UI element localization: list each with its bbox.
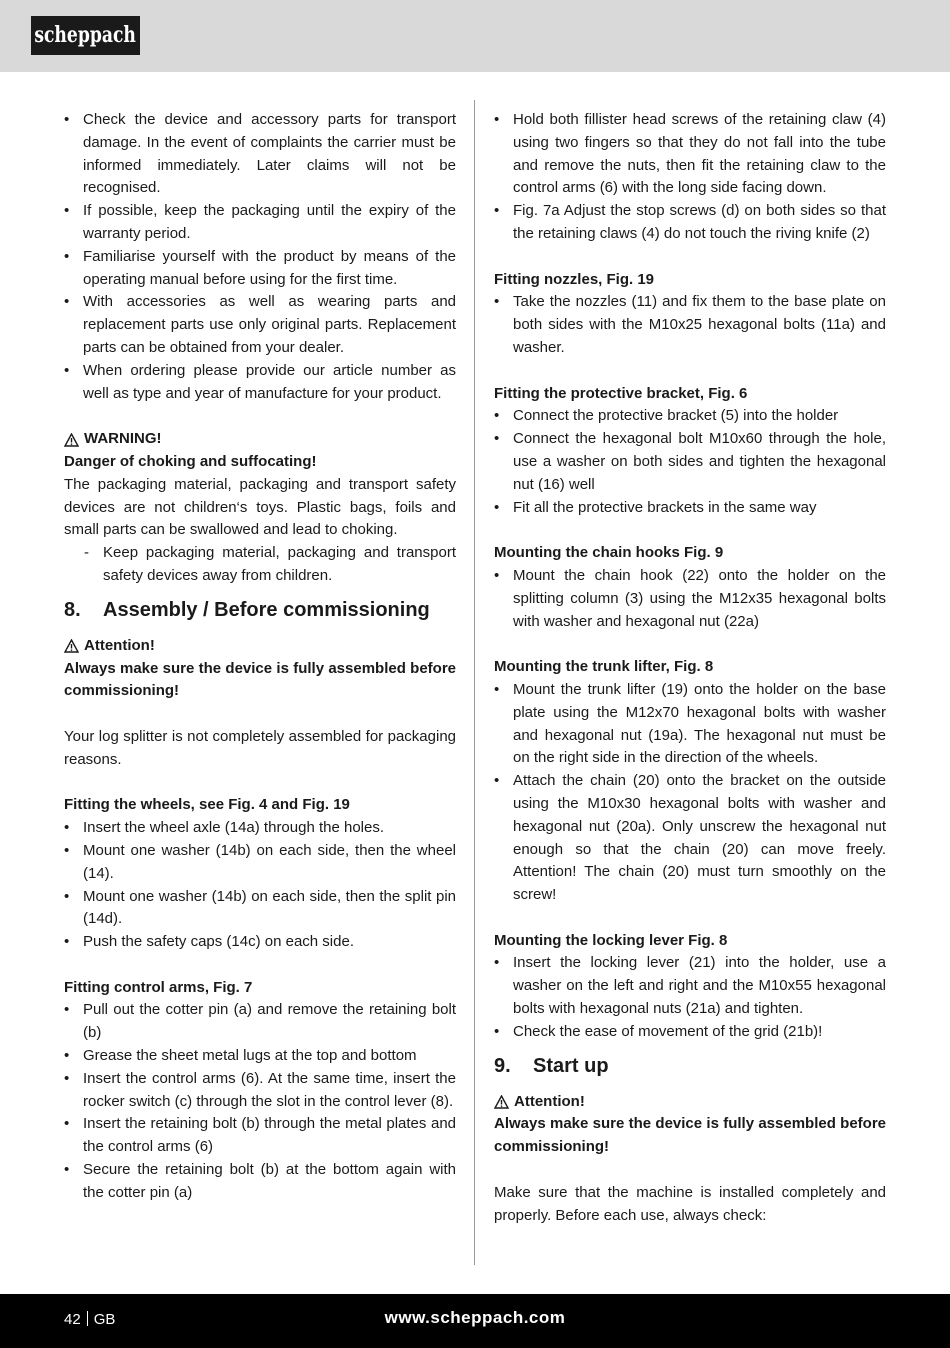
logo-text: scheppach <box>34 21 137 48</box>
dash-item: - Keep packaging material, packaging and transport safety devices away from children. <box>64 542 456 588</box>
list-item: • Insert the control arms (6). At the same time, insert the rocker switch (c) through the slot in the control lever (8). <box>64 1068 456 1114</box>
trunk-lifter-heading: Mounting the trunk lifter, Fig. 8 <box>494 658 714 676</box>
section-heading: Assembly / Before commissioning <box>103 598 430 621</box>
log-splitter-text: Your log splitter is not completely assembled for packaging reasons. <box>64 727 456 768</box>
attention-heading <box>64 635 456 658</box>
list-item: • Grease the sheet metal lugs at the top and bottom <box>64 1045 456 1068</box>
warning-triangle-icon <box>64 639 79 653</box>
warning-label: WARNING! <box>84 430 162 448</box>
attention-label: Attention! <box>514 1092 585 1110</box>
website-link[interactable]: www.scheppach.com <box>384 1308 566 1327</box>
list-item: • Pull out the cotter pin (a) and remove the retaining bolt (b) <box>64 999 456 1045</box>
list-item: • Check the ease of movement of the grid (21b)! <box>494 1021 886 1044</box>
section-heading: Start up <box>533 1054 609 1077</box>
final-text: Make sure that the machine is installed completely and properly. Before each use, always check: <box>494 1183 886 1224</box>
chain-hooks-list <box>494 565 886 633</box>
list-item: • Connect the hexagonal bolt M10x60 through the hole, use a washer on both sides and tighten the hexagonal nut (16) well <box>494 428 886 496</box>
right-column <box>494 109 886 1227</box>
list-item: • When ordering please provide our article number as well as type and year of manufacture for your product. <box>64 360 456 406</box>
list-item: • With accessories as well as wearing parts and replacement parts use only original parts. Replacement parts can be obtained from your dealer. <box>64 291 456 359</box>
list-item: • Insert the wheel axle (14a) through the holes. <box>64 817 456 840</box>
section-9-title <box>494 1053 886 1079</box>
list-item: • Mount the trunk lifter (19) onto the holder on the base plate using the M12x70 hexagonal bolts with washer and hexagonal nut (19a). The hexagonal nut must be on the right side in the direction of the wheels. <box>494 679 886 770</box>
list-item: • Take the nozzles (11) and fix them to the base plate on both sides with the M10x25 hexagonal bolts (11a) and washer. <box>494 291 886 359</box>
claw-list <box>494 109 886 246</box>
list-item: • Familiarise yourself with the product by means of the operating manual before using for the first time. <box>64 246 456 292</box>
control-arms-list <box>64 999 456 1204</box>
list-item: • Connect the protective bracket (5) into the holder <box>494 405 886 428</box>
page-footer <box>0 1294 950 1348</box>
list-item: • Secure the retaining bolt (b) at the bottom again with the cotter pin (a) <box>64 1159 456 1205</box>
attention-text: Always make sure the device is fully assembled before commissioning! <box>494 1115 886 1156</box>
list-item: • Fit all the protective brackets in the same way <box>494 497 886 520</box>
section-number: 9. <box>494 1054 511 1077</box>
attention-text: Always make sure the device is fully assembled before commissioning! <box>64 659 456 700</box>
page-header <box>0 0 950 72</box>
warning-heading <box>64 428 456 451</box>
list-item: • If possible, keep the packaging until the expiry of the warranty period. <box>64 200 456 246</box>
attention-heading <box>494 1091 886 1114</box>
list-item: • Insert the locking lever (21) into the holder, use a washer on the left and right and the M10x55 hexagonal bolts with hexagonal nuts (21a) and tighten. <box>494 952 886 1020</box>
warning-triangle-icon <box>494 1095 509 1109</box>
list-item: • Mount one washer (14b) on each side, then the split pin (14d). <box>64 886 456 932</box>
bracket-heading: Fitting the protective bracket, Fig. 6 <box>494 384 748 402</box>
intro-list <box>64 109 456 405</box>
warning-dash-list <box>64 542 456 588</box>
attention-label: Attention! <box>84 636 155 654</box>
list-item: • Mount one washer (14b) on each side, then the wheel (14). <box>64 840 456 886</box>
wheels-list <box>64 817 456 954</box>
control-arms-heading: Fitting control arms, Fig. 7 <box>64 978 253 996</box>
list-item: • Check the device and accessory parts for transport damage. In the event of complaints the carrier must be informed immediately. Later claims will not be recognised. <box>64 109 456 200</box>
list-item: • Hold both fillister head screws of the retaining claw (4) using two fingers so that they do not fall into the tube and remove the nuts, then fit the retaining claw to the control arms (6) with the long side facing down. <box>494 109 886 200</box>
list-item: • Attach the chain (20) onto the bracket on the outside using the M10x30 hexagonal bolts with washer and hexagonal nut (20a). Only unscrew the hexagonal nut enough so that the chain (20) can move freely. Attention! The chain (20) must turn smoothly on the screw! <box>494 770 886 907</box>
language-code: GB <box>93 1311 116 1328</box>
wheels-heading: Fitting the wheels, see Fig. 4 and Fig. 19 <box>64 796 350 814</box>
locking-lever-heading: Mounting the locking lever Fig. 8 <box>494 931 728 949</box>
section-number: 8. <box>64 598 81 621</box>
page-number: 42 <box>64 1311 81 1328</box>
chain-hooks-heading: Mounting the chain hooks Fig. 9 <box>494 544 724 562</box>
list-item: • Insert the retaining bolt (b) through the metal plates and the control arms (6) <box>64 1113 456 1159</box>
warning-subtitle: Danger of choking and suffocating! <box>64 452 317 470</box>
nozzles-heading: Fitting nozzles, Fig. 19 <box>494 270 655 288</box>
warning-text: The packaging material, packaging and transport safety devices are not children‘s toys. Plastic bags, foils and small parts can be swallowed and lead to choking. <box>64 475 456 539</box>
list-item: • Mount the chain hook (22) onto the holder on the splitting column (3) using the M12x35 hexagonal bolts with washer and hexagonal nut (22a) <box>494 565 886 633</box>
section-8-title <box>64 597 456 623</box>
bracket-list <box>494 405 886 519</box>
list-item: • Push the safety caps (14c) on each side. <box>64 931 456 954</box>
left-column <box>64 109 456 1205</box>
scheppach-logo <box>31 16 140 55</box>
locking-lever-list <box>494 952 886 1043</box>
warning-triangle-icon <box>64 433 79 447</box>
list-item: • Fig. 7a Adjust the stop screws (d) on both sides so that the retaining claws (4) do not touch the riving knife (2) <box>494 200 886 246</box>
nozzles-list <box>494 291 886 359</box>
trunk-lifter-list <box>494 679 886 907</box>
column-divider <box>474 100 475 1265</box>
